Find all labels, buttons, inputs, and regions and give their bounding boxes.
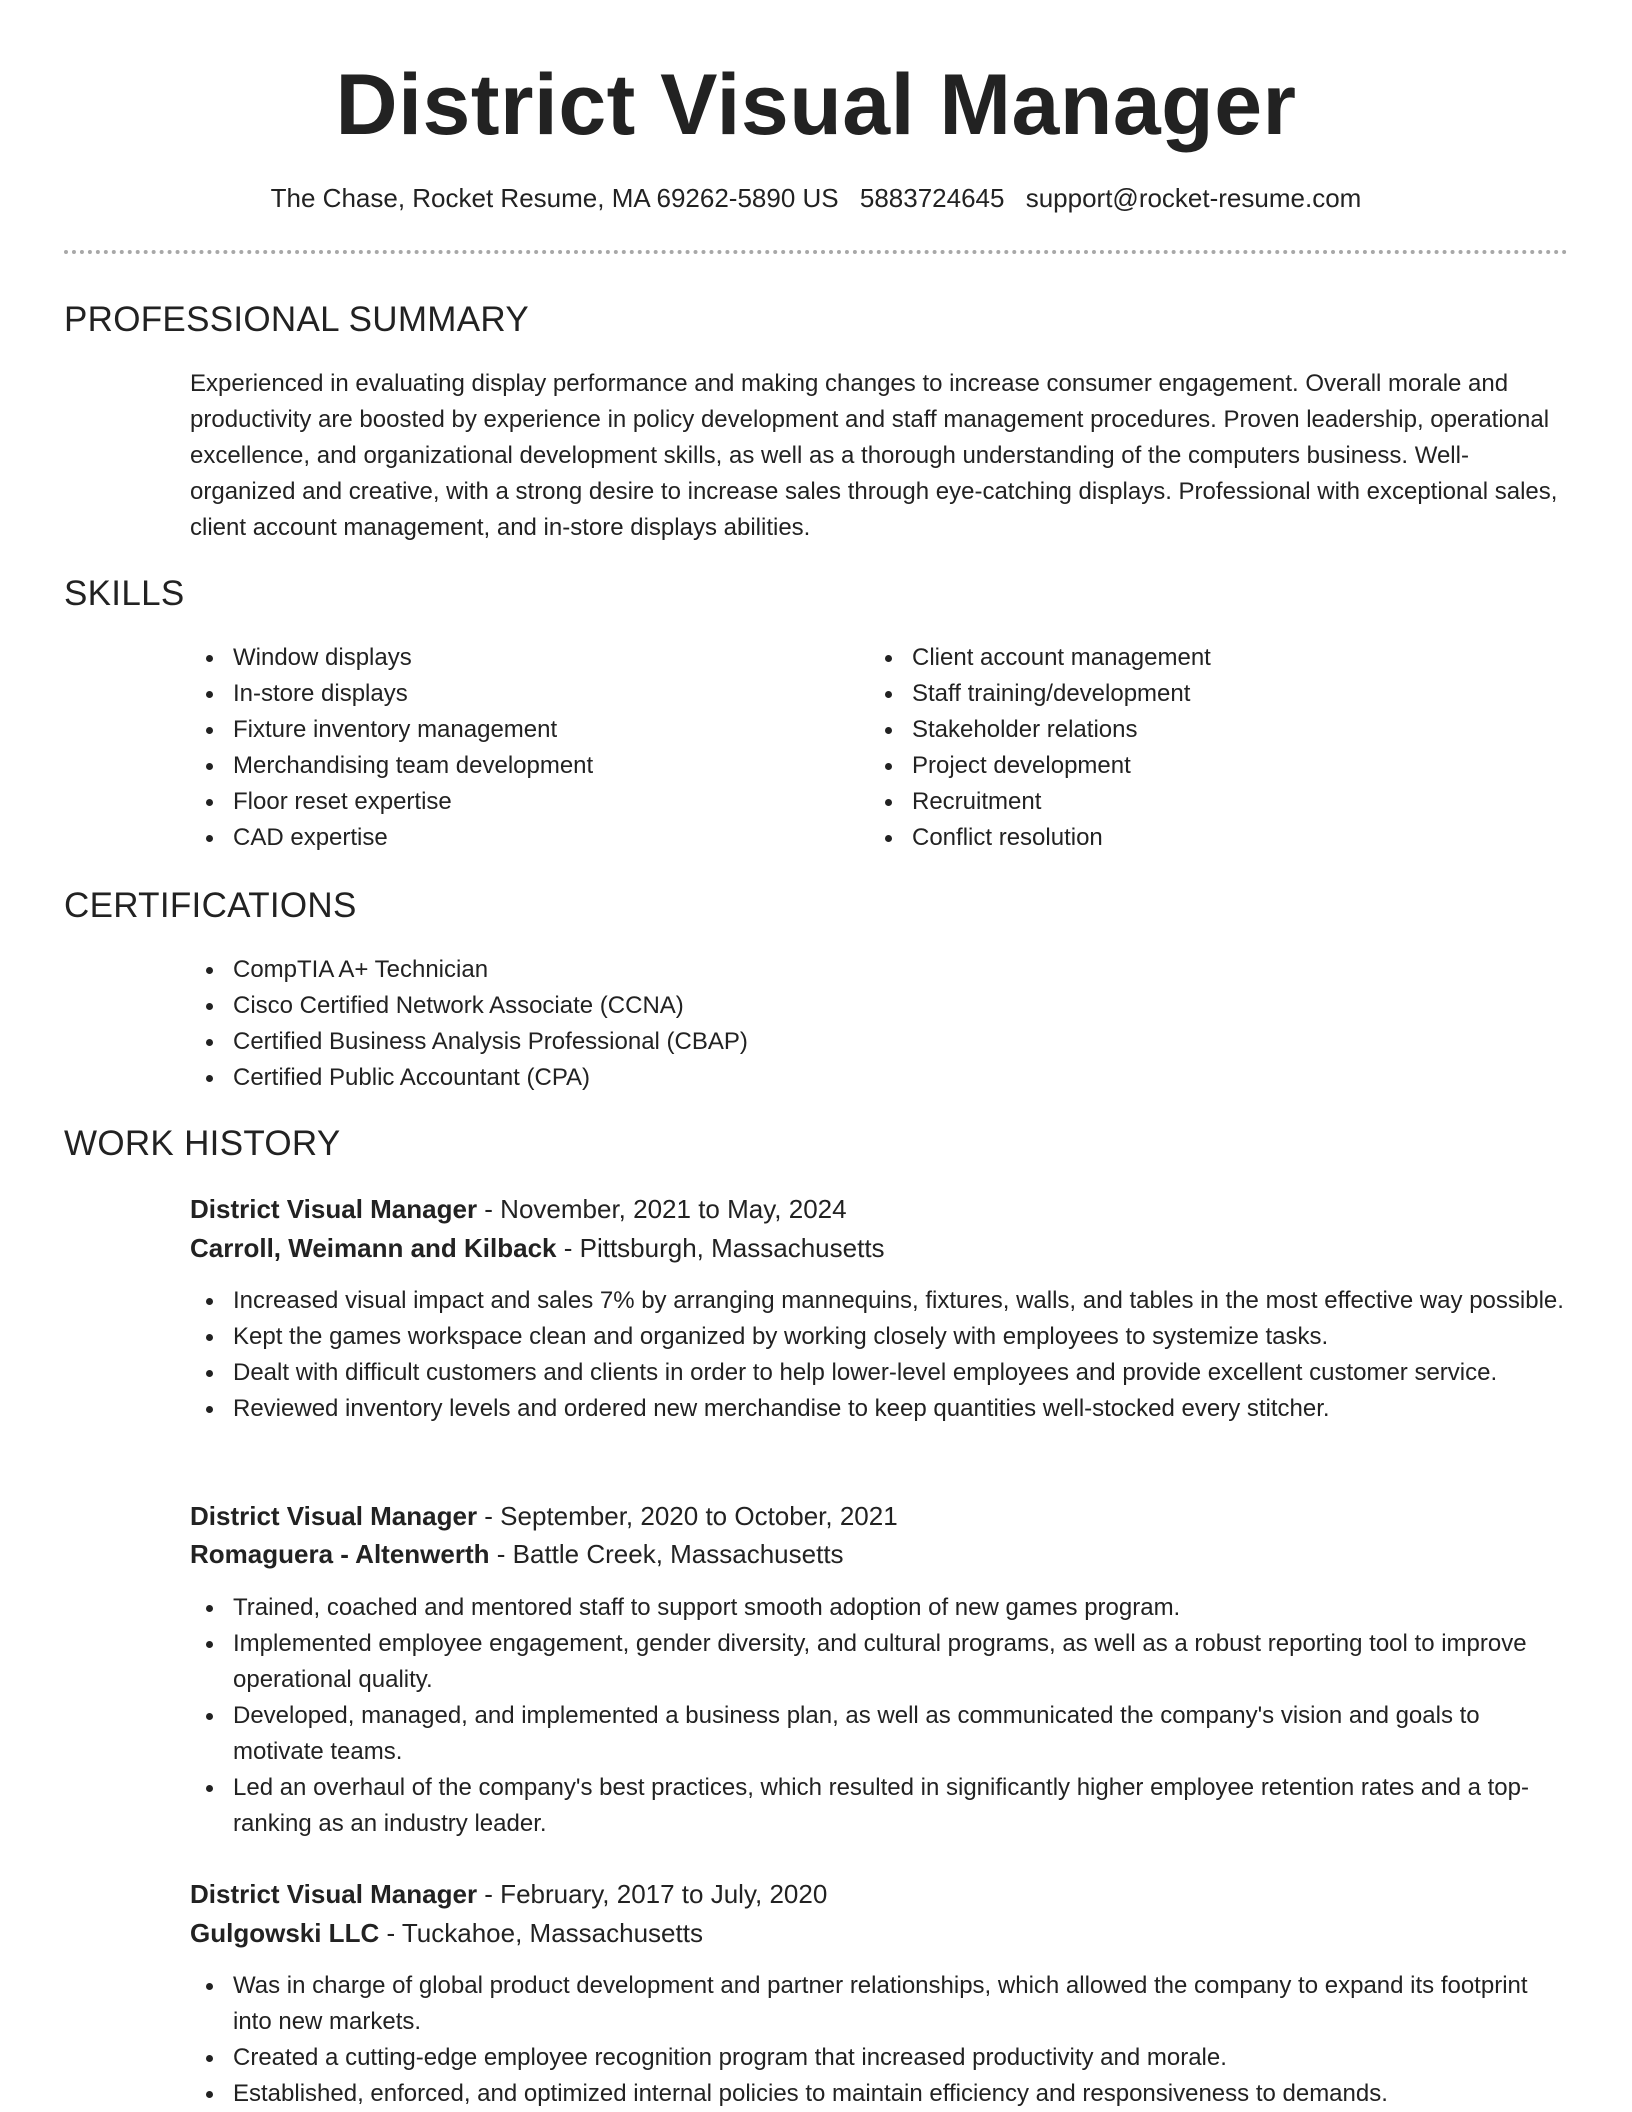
- job-dates: - November, 2021 to May, 2024: [477, 1194, 847, 1224]
- job-bullet: Created a cutting-edge employee recognition program that increased productivity and morale.: [190, 2040, 1570, 2076]
- summary-heading: PROFESSIONAL SUMMARY: [64, 300, 529, 339]
- job-bullet: Kept the games workspace clean and organized by working closely with employees to systemize tasks.: [190, 1319, 1570, 1355]
- summary-text: Experienced in evaluating display performance and making changes to increase consumer engagement. Overall morale and productivity are boosted by experience in policy development and staff management procedures. Proven leadership, operational excellence, and organizational development skills, as well as a thorough understanding of the computers business. Well-organized and creative, with a strong desire to increase sales through eye-catching displays. Professional with exceptional sales, client account management, and in-store displays abilities.: [190, 370, 1558, 541]
- skills-heading: SKILLS: [64, 574, 185, 613]
- job-company: Carroll, Weimann and Kilback: [190, 1233, 557, 1263]
- job-company-line: [190, 1535, 1570, 1573]
- job-dates: - February, 2017 to July, 2020: [477, 1879, 828, 1909]
- skill-item: Client account management: [869, 640, 1509, 676]
- skill-item: Staff training/development: [869, 676, 1509, 712]
- skill-item: Merchandising team development: [190, 748, 830, 784]
- job-bullets: [190, 1968, 1570, 2112]
- job-title-line: [190, 1875, 1570, 1913]
- job-bullet: Led an overhaul of the company's best practices, which resulted in significantly higher employee retention rates and a top-ranking as an industry leader.: [190, 1770, 1570, 1842]
- job-bullet: Implemented employee engagement, gender diversity, and cultural programs, as well as a robust reporting tool to improve operational quality.: [190, 1626, 1570, 1698]
- certification-item: Certified Business Analysis Professional (CBAP): [190, 1024, 1570, 1060]
- skills-column-right: [869, 640, 1509, 856]
- job-title-line: [190, 1190, 1570, 1228]
- job-location: - Pittsburgh, Massachusetts: [556, 1233, 885, 1263]
- resume-title: District Visual Manager: [335, 57, 1297, 153]
- skill-item: Recruitment: [869, 784, 1509, 820]
- certification-item: Cisco Certified Network Associate (CCNA): [190, 988, 1570, 1024]
- job-company-line: [190, 1914, 1570, 1952]
- job-bullet: Dealt with difficult customers and clients in order to help lower-level employees and provide excellent customer service.: [190, 1355, 1570, 1391]
- job-bullet: Reviewed inventory levels and ordered new merchandise to keep quantities well-stocked every stitcher.: [190, 1391, 1570, 1427]
- contact-address: The Chase, Rocket Resume, MA 69262-5890 US: [270, 183, 839, 213]
- job-location: - Battle Creek, Massachusetts: [489, 1539, 844, 1569]
- job-location: - Tuckahoe, Massachusetts: [379, 1918, 703, 1948]
- skill-item: Stakeholder relations: [869, 712, 1509, 748]
- job-dates: - September, 2020 to October, 2021: [477, 1501, 898, 1531]
- job-bullet: Established, enforced, and optimized internal policies to maintain efficiency and responsiveness to demands.: [190, 2076, 1570, 2112]
- contact-line: [0, 180, 1632, 216]
- header-divider: [64, 250, 1568, 254]
- job-bullet: Increased visual impact and sales 7% by arranging mannequins, fixtures, walls, and tables in the most effective way possible.: [190, 1283, 1570, 1319]
- certifications-list: [190, 952, 1570, 1096]
- job-bullets: [190, 1283, 1570, 1427]
- certification-item: CompTIA A+ Technician: [190, 952, 1570, 988]
- skill-item: Fixture inventory management: [190, 712, 830, 748]
- job-bullet: Trained, coached and mentored staff to support smooth adoption of new games program.: [190, 1590, 1570, 1626]
- job-title: District Visual Manager: [190, 1501, 478, 1531]
- skill-item: In-store displays: [190, 676, 830, 712]
- job-company-line: [190, 1229, 1570, 1267]
- contact-phone[interactable]: 5883724645: [859, 183, 1005, 213]
- skill-item: Conflict resolution: [869, 820, 1509, 856]
- skills-column-left: [190, 640, 830, 856]
- job-title: District Visual Manager: [190, 1194, 478, 1224]
- skill-item: Floor reset expertise: [190, 784, 830, 820]
- certification-item: Certified Public Accountant (CPA): [190, 1060, 1570, 1096]
- job-title: District Visual Manager: [190, 1879, 478, 1909]
- job-company: Gulgowski LLC: [190, 1918, 380, 1948]
- skill-item: Window displays: [190, 640, 830, 676]
- job-title-line: [190, 1497, 1570, 1535]
- work-history-heading: WORK HISTORY: [64, 1124, 341, 1163]
- skill-item: CAD expertise: [190, 820, 830, 856]
- contact-email[interactable]: support@rocket-resume.com: [1025, 183, 1362, 213]
- job-company: Romaguera - Altenwerth: [190, 1539, 490, 1569]
- job-bullet: Was in charge of global product development and partner relationships, which allowed the company to expand its footprint into new markets.: [190, 1968, 1570, 2040]
- skill-item: Project development: [869, 748, 1509, 784]
- certifications-heading: CERTIFICATIONS: [64, 886, 357, 925]
- job-bullets: [190, 1590, 1570, 1842]
- job-bullet: Developed, managed, and implemented a business plan, as well as communicated the company's vision and goals to motivate teams.: [190, 1698, 1570, 1770]
